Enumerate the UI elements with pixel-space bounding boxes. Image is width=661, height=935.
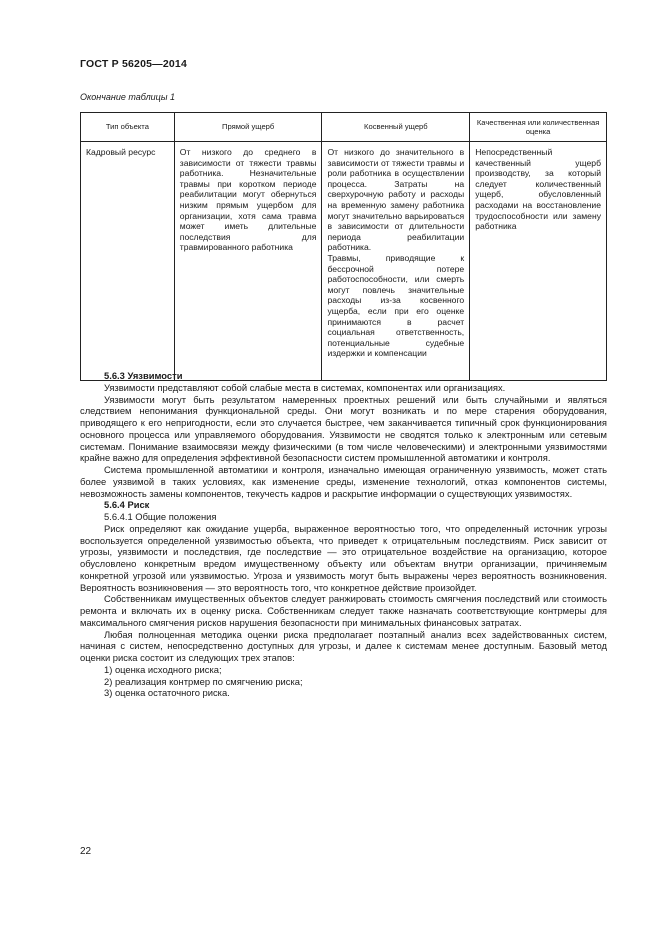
paragraph: Уязвимости могут быть результатом намеренных проектных решений или быть случайными и являться следствием непонимания функциональной среды. Они могут возникать и по мере старения оборудования, приводящего к его непригодности, если это случается быстрее, чем заканчивается типичный срок функционирования основного процесса или управляемого оборудования. Уязвимости не сводятся только к электронным или сетевым системам. Понимание взаимосвязи между физическими (в том числе человеческими) и электронными уязвимостями крайне важно для определения эффективной безопасности систем промышленной автоматики и контроля. [80,393,607,464]
list-item: 3) оценка остаточного риска. [104,687,230,699]
indirect-damage-text-1: От низкого до значительного в зависимости от тяжести травмы и роли работника в осуществлении процесса. Затраты на сверхурочную работу и расходы на временную замену работника могут значительно варьироваться в зависимости от длительности периода реабилитации работника. [327,147,465,253]
section-heading-risk: 5.6.4 Риск [104,499,150,511]
paragraph: Система промышленной автоматики и контроля, изначально имеющая ограниченную уязвимость, может стать более уязвимой в таких условиях, как изменение среды, изменение технологий, отказ компонентов системы, невозможность замены компонентов, текучесть кадров и раскрытие информации о существующих уязвимостях. [80,464,607,499]
column-header-assessment: Качественная или количественная оценка [470,113,607,142]
cell-direct-damage: От низкого до среднего в зависимости от тяжести травмы работника. Незначительные травмы при коротком периоде реабилитации могут обернуться низким прямым ущербом для организации, хотя сама травма может иметь длительные последствия для травмированного работника [174,142,322,381]
cell-assessment: Непосредственный качественный ущерб производству, за который следует количественный ущерб, обусловленный расходами на восстановление трудоспособности или замену работника [470,142,607,381]
column-header-direct-damage: Прямой ущерб [174,113,322,142]
table-caption: Окончание таблицы 1 [80,92,175,102]
page-number: 22 [80,846,92,857]
subsection-heading-general: 5.6.4.1 Общие положения [104,511,217,522]
table-header-row [81,113,607,142]
column-header-object-type: Тип объекта [81,113,175,142]
cell-indirect-damage [322,142,470,381]
indirect-damage-text-2: Травмы, приводящие к бессрочной потере работоспособности, или смерть могут повлечь значительные расходы из-за косвенного ущерба, если при его оценке принимаются в расчет социальная ответственность, потенциальные судебные издержки и компенсации [327,252,465,359]
document-body [80,370,607,699]
paragraph: Риск определяют как ожидание ущерба, выраженное вероятностью того, что определенный источник угрозы воспользуется определенной уязвимостью объекта, что приведет к отрицательным последствиям. Риск зависит от угрозы, уязвимости и последствия, где последствие — это отрицательное воздействие на организацию, которое обусловлено конкретным вредом имущественному объекту или объектам внутри организации, причиняемым конкретной угрозой или уязвимостью. Угроза и уязвимость могут быть выражены через вероятность возникновения. Вероятность возникновения — это вероятность того, что конкретное действие произойдет. [80,522,607,593]
section-heading-vulnerabilities: 5.6.3 Уязвимости [104,370,183,381]
column-header-indirect-damage: Косвенный ущерб [322,113,470,142]
list-item: 1) оценка исходного риска; [104,663,222,675]
paragraph: Уязвимости представляют собой слабые места в системах, компонентах или организациях. [104,381,506,393]
list-item: 2) реализация контрмер по смягчению риска; [104,675,303,687]
paragraph: Любая полноценная методика оценки риска предполагает поэтапный анализ всех задействованных систем, начиная с систем, непосредственно доступных для угрозы, и далее к системам менее доступным. Базовый метод оценки риска состоит из следующих трех этапов: [80,628,607,663]
paragraph: Собственникам имущественных объектов следует ранжировать стоимость смягчения последствий или стоимость ремонта и включать их в оценку риска. Собственникам следует также назначать соответствующие контрмеры для максимального смягчения рисков нарушения безопасности при минимальных финансовых затратах. [80,593,607,628]
damage-table [80,112,607,381]
cell-object-type: Кадровый ресурс [81,142,175,381]
table-row [81,142,607,381]
document-header: ГОСТ Р 56205—2014 [80,58,188,70]
